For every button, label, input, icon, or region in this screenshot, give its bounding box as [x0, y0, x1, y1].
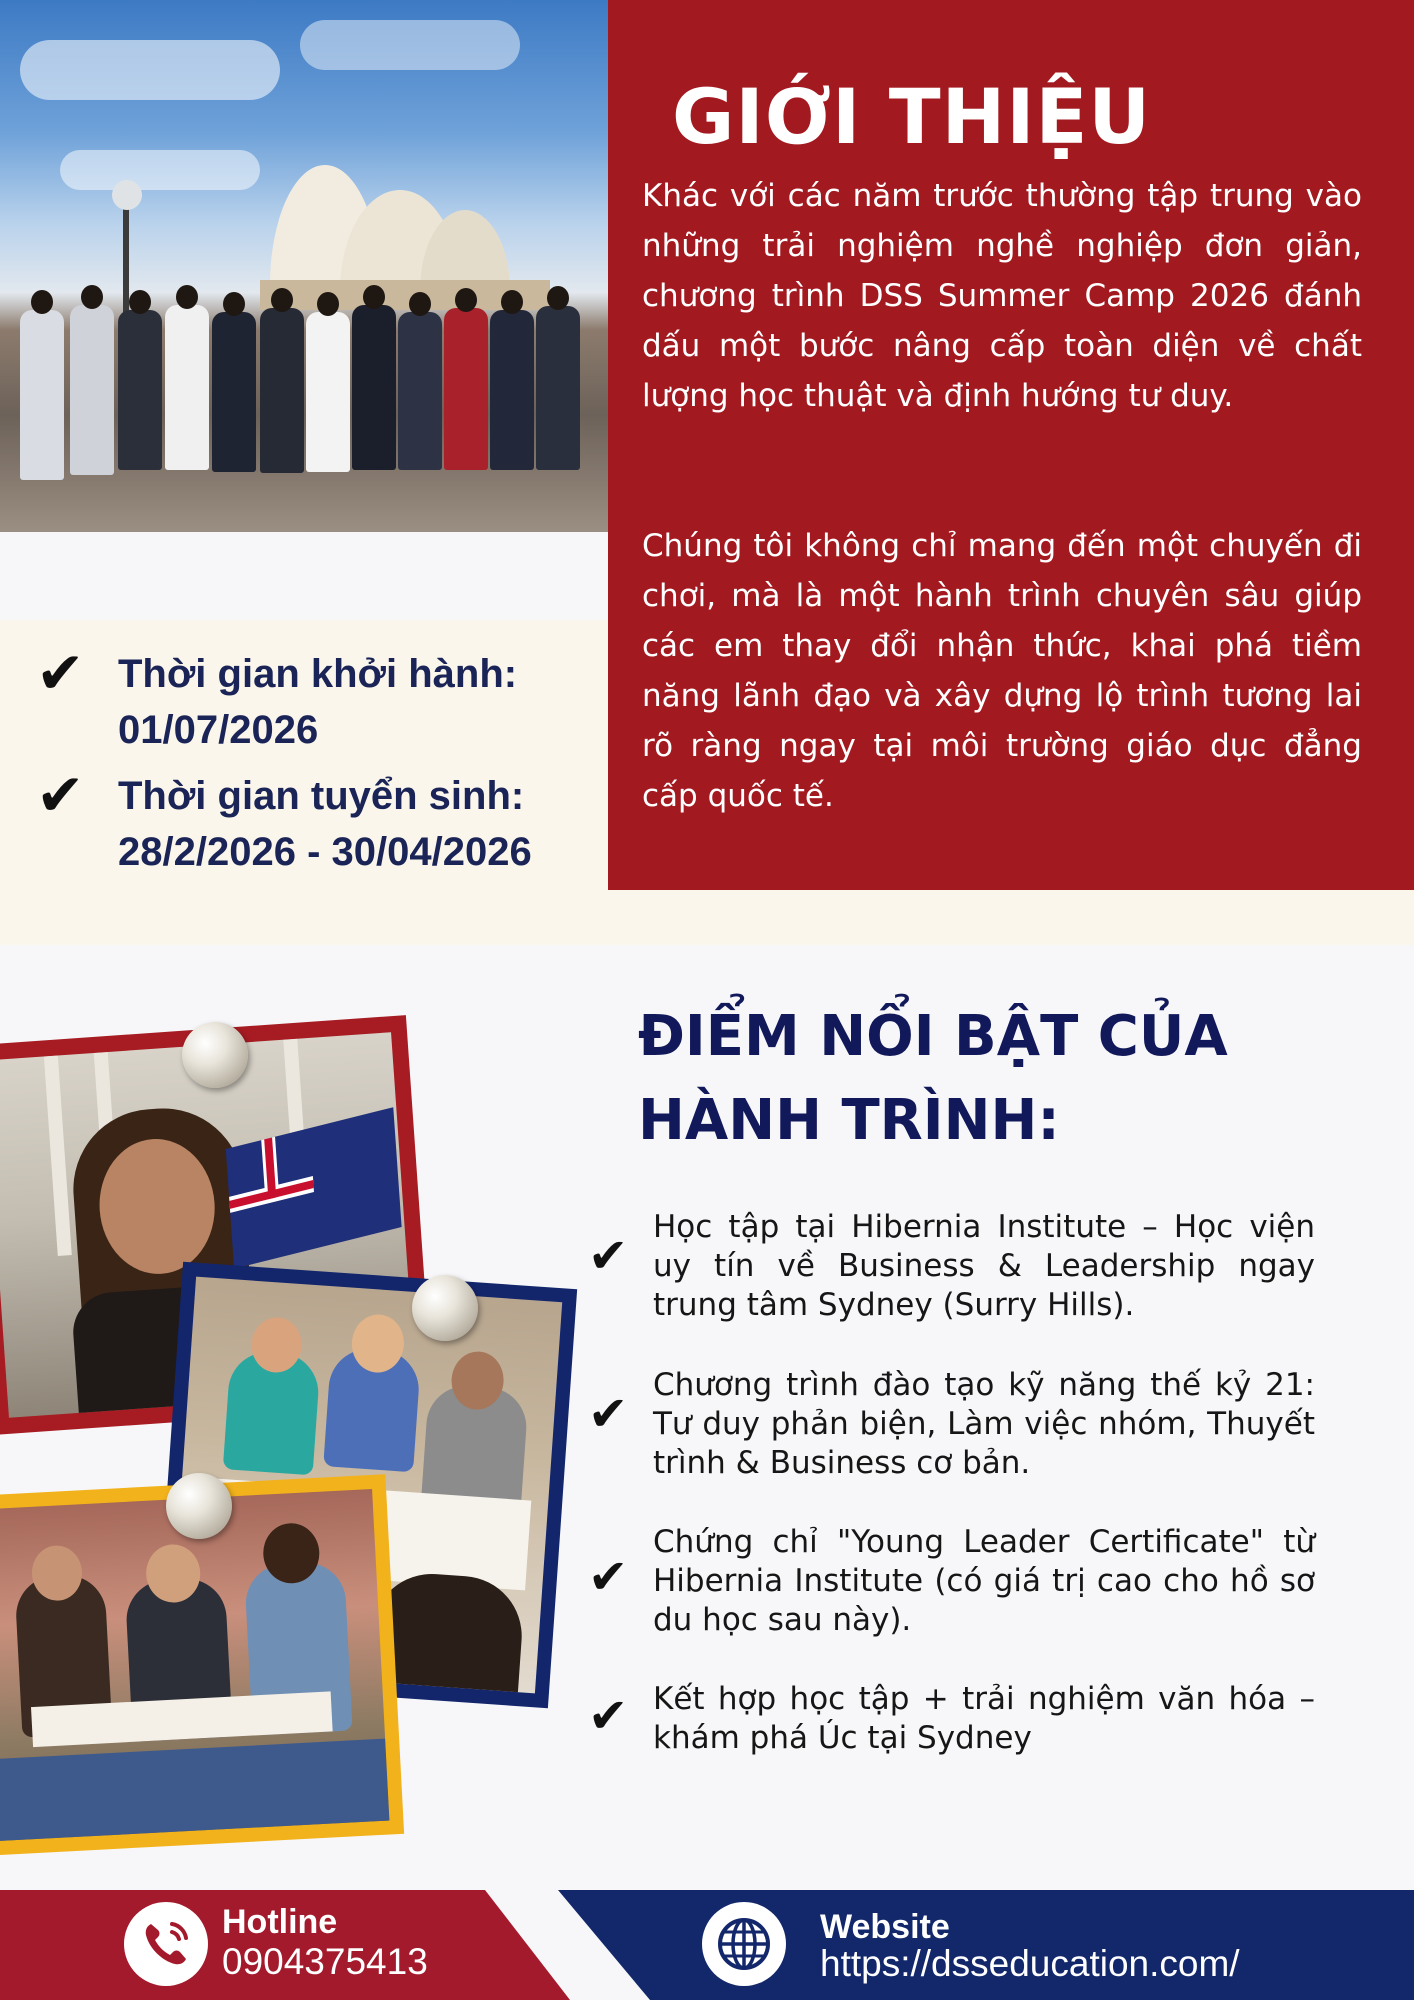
departure-label: Thời gian khởi hành: — [118, 652, 518, 696]
intro-paragraph-1: Khác với các năm trước thường tập trung vào những trải nghiệm nghề nghiệp đơn giản, chương trình DSS Summer Camp 2026 đánh dấu một bước nâng cấp toàn diện về chất lượng học thuật và định hướng tư duy. — [642, 178, 1362, 414]
highlight-text: Chương trình đào tạo kỹ năng thế kỷ 21: Tư duy phản biện, Làm việc nhóm, Thuyết trình & Business cơ bản. — [653, 1367, 1315, 1481]
website-label: Website — [820, 1908, 950, 1946]
checkmark-icon: ✔ — [36, 639, 85, 707]
intro-paragraph-2: Chúng tôi không chỉ mang đến một chuyến đi chơi, mà là một hành trình chuyên sâu giúp các em thay đổi nhận thức, khai phá tiềm năng lãnh đạo và xây dựng lộ trình tương lai rõ ràng ngay tại môi trường giáo dục đẳng cấp quốc tế. — [642, 528, 1362, 814]
checkmark-icon: ✔ — [588, 1386, 629, 1442]
hotline-number[interactable]: 0904375413 — [222, 1941, 428, 1982]
enrollment-value: 28/2/2026 - 30/04/2026 — [118, 830, 532, 874]
hotline-label: Hotline — [222, 1903, 338, 1941]
phone-icon[interactable] — [124, 1902, 208, 1986]
pushpin-icon — [166, 1473, 232, 1539]
enrollment-info — [118, 768, 532, 880]
departure-value: 01/07/2026 — [118, 708, 319, 752]
enrollment-label: Thời gian tuyển sinh: — [118, 774, 525, 818]
checkmark-icon: ✔ — [36, 761, 85, 829]
highlight-text: Kết hợp học tập + trải nghiệm văn hóa – khám phá Úc tại Sydney — [653, 1681, 1315, 1756]
globe-icon[interactable] — [702, 1902, 786, 1986]
highlight-text: Chứng chỉ "Young Leader Certificate" từ Hibernia Institute (có giá trị cao cho hồ sơ du học sau này). — [653, 1524, 1315, 1638]
checkmark-icon: ✔ — [588, 1549, 629, 1605]
highlights-title — [638, 995, 1338, 1163]
pushpin-icon — [412, 1275, 478, 1341]
highlights-title-line1: ĐIỂM NỔI BẬT CỦA — [638, 1004, 1228, 1069]
pushpin-icon — [182, 1022, 248, 1088]
intro-panel — [608, 0, 1414, 890]
highlights-title-line2: HÀNH TRÌNH: — [638, 1088, 1060, 1153]
group-photo-opera-house — [0, 0, 608, 532]
highlight-text: Học tập tại Hibernia Institute – Học viện uy tín về Business & Leadership ngay trung tâm Sydney (Surry Hills). — [653, 1209, 1315, 1323]
checkmark-icon: ✔ — [588, 1228, 629, 1284]
intro-title: GIỚI THIỆU — [672, 72, 1152, 161]
departure-info — [118, 646, 517, 758]
website-url[interactable]: https://dsseducation.com/ — [820, 1943, 1240, 1984]
checkmark-icon: ✔ — [588, 1688, 629, 1744]
